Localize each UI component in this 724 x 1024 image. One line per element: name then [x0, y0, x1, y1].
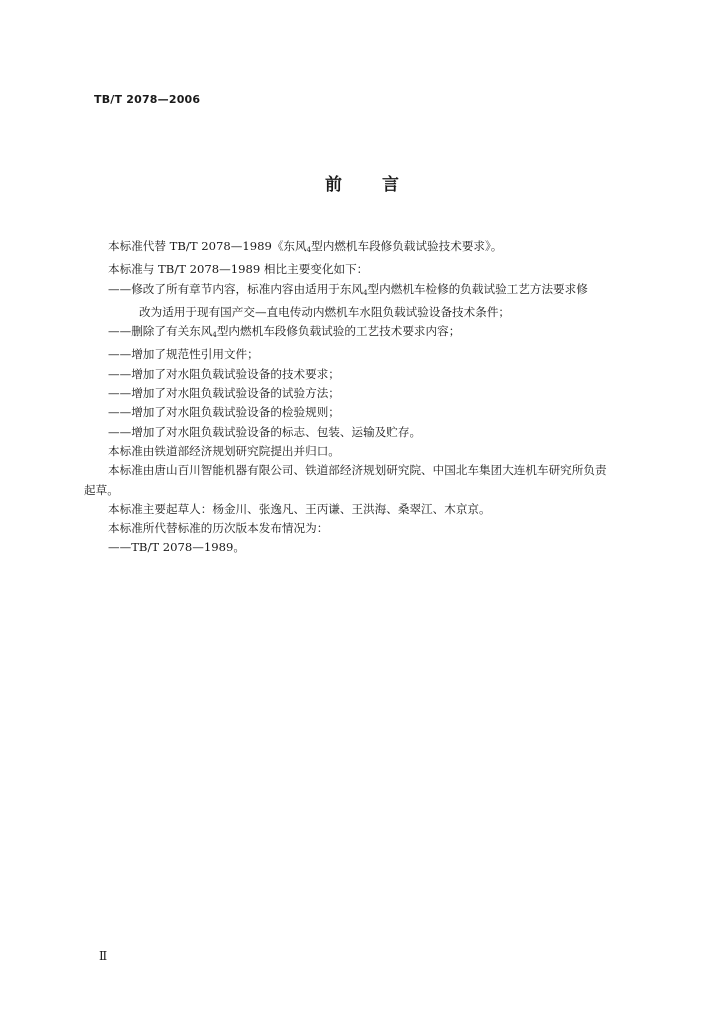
text-segment: 型内燃机车段修负载试验的工艺技术要求内容；	[216, 324, 461, 339]
paragraph-history-intro: 本标准所代替标准的历次版本发布情况为：	[108, 521, 329, 536]
subscript: 4	[212, 331, 217, 340]
text-segment: ——修改了所有章节内容，标准内容由适用于东风	[108, 281, 364, 296]
subscript: 4	[363, 288, 368, 297]
page-title: 前言	[325, 175, 439, 195]
list-item-added-test-method: ——增加了对水阻负载试验设备的试验方法；	[108, 386, 340, 401]
document-body	[84, 237, 684, 558]
list-item-added-references: ——增加了规范性引用文件；	[108, 347, 259, 362]
page-number: Ⅱ	[99, 949, 108, 963]
list-item-history: ——TB/T 2078—1989。	[108, 540, 245, 555]
paragraph-proposed-by: 本标准由铁道部经济规划研究院提出并归口。	[108, 443, 340, 458]
paragraph-changes-intro: 本标准与 TB/T 2078—1989 相比主要变化如下：	[108, 262, 369, 277]
standard-code: TB/T 2078—2006	[94, 93, 201, 106]
paragraph-drafted-by: 本标准由唐山百川智能机器有限公司、铁道部经济规划研究院、中国北车集团大连机车研究所负责	[108, 463, 607, 478]
paragraph-replaces	[84, 237, 684, 260]
list-item-added-marking: ——增加了对水阻负载试验设备的标志、包装、运输及贮存。	[108, 424, 422, 439]
paragraph-drafted-by-cont: 起草。	[84, 482, 119, 497]
list-item-deleted	[84, 322, 684, 345]
list-item-added-tech-req: ——增加了对水阻负载试验设备的技术要求；	[108, 366, 340, 381]
text-segment: ——删除了有关东风	[108, 324, 213, 339]
paragraph-drafters: 本标准主要起草人：杨金川、张逸凡、王丙谦、王洪海、桑翠江、木京京。	[108, 501, 491, 516]
list-item-added-inspection: ——增加了对水阻负载试验设备的检验规则；	[108, 405, 340, 420]
text-segment: 型内燃机车检修的负载试验工艺方法要求修	[367, 281, 588, 296]
subscript: 4	[306, 246, 312, 254]
list-item-modified-cont: 改为适用于现有国产交—直电传动内燃机车水阻负载试验设备技术条件；	[139, 304, 511, 319]
text-segment: 型内燃机车段修负载试验技术要求》。	[311, 239, 503, 253]
list-item-modified	[84, 280, 684, 303]
text-segment: 本标准代替 TB/T 2078—1989《东风	[108, 239, 307, 253]
